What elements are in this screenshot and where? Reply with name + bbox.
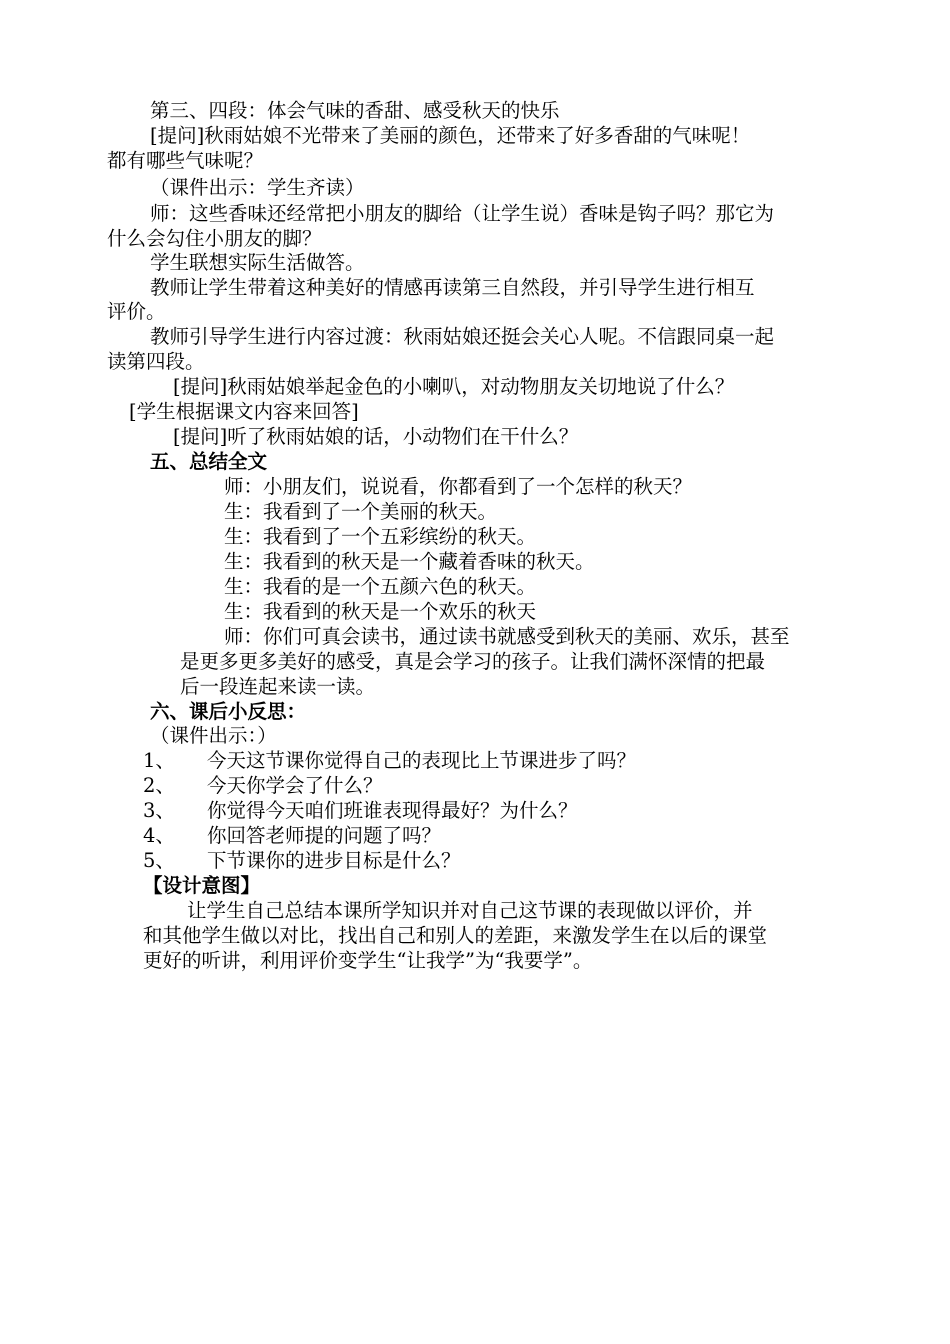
courseware-note-1: （课件出示：学生齐读） [150, 176, 365, 199]
reflection-item [143, 774, 383, 798]
reflection-number: 3、 [143, 799, 175, 822]
reflection-text: 今天你学会了什么？ [207, 774, 383, 797]
student-reply: [学生根据课文内容来回答] [129, 400, 359, 423]
section5-title: 五、总结全文 [150, 450, 268, 473]
dialog-line: 生：我看到了一个五彩缤纷的秋天。 [224, 525, 537, 548]
teacher-2-line-1: 教师让学生带着这种美好的情感再读第三自然段，并引导学生进行相互 [150, 276, 755, 299]
reflection-number: 5、 [143, 849, 175, 872]
reflection-item [143, 824, 441, 848]
teacher-final-line-3: 后一段连起来读一读。 [180, 675, 376, 698]
student-answer: 学生联想实际生活做答。 [150, 251, 365, 274]
section3-title: 第三、四段：体会气味的香甜、感受秋天的快乐 [150, 99, 560, 122]
design-intent-line-3: 更好的听讲，利用评价变学生“让我学”为“我要学”。 [143, 949, 593, 972]
reflection-number: 4、 [143, 824, 175, 847]
teacher-final-line-1: 师：你们可真会读书，通过读书就感受到秋天的美丽、欢乐，甚至 [224, 625, 790, 648]
dialog-line: 师：小朋友们，说说看，你都看到了一个怎样的秋天？ [224, 475, 693, 498]
teacher-3-line-2: 读第四段。 [107, 350, 205, 373]
reflection-number: 2、 [143, 774, 175, 797]
reflection-text: 你觉得今天咱们班谁表现得最好？为什么？ [207, 799, 578, 822]
question-1-line-2: 都有哪些气味呢？ [107, 149, 264, 172]
question-3: [提问]听了秋雨姑娘的话，小动物们在干什么？ [173, 425, 579, 448]
courseware-note-2: （课件出示：） [150, 724, 277, 747]
teacher-final-line-2: 是更多更多美好的感受，真是会学习的孩子。让我们满怀深情的把最 [180, 650, 766, 673]
reflection-number: 1、 [143, 749, 175, 772]
teacher-2-line-2: 评价。 [107, 300, 166, 323]
teacher-3-line-1: 教师引导学生进行内容过渡：秋雨姑娘还挺会关心人呢。不信跟同桌一起 [150, 325, 775, 348]
teacher-1-line-1: 师：这些香味还经常把小朋友的脚给（让学生说）香味是钩子吗？那它为 [150, 202, 775, 225]
teacher-1-line-2: 什么会勾住小朋友的脚？ [107, 227, 322, 250]
reflection-item [143, 849, 461, 873]
section6-title: 六、课后小反思： [150, 700, 307, 723]
design-intent-title: 【设计意图】 [143, 874, 261, 897]
dialog-line: 生：我看到了一个美丽的秋天。 [224, 500, 498, 523]
reflection-item [143, 799, 578, 823]
design-intent-line-2: 和其他学生做以对比，找出自己和别人的差距，来激发学生在以后的课堂 [143, 924, 768, 947]
reflection-text: 下节课你的进步目标是什么？ [207, 849, 461, 872]
dialog-line: 生：我看到的秋天是一个欢乐的秋天 [224, 600, 537, 623]
dialog-line: 生：我看的是一个五颜六色的秋天。 [224, 575, 537, 598]
reflection-item [143, 749, 636, 773]
reflection-text: 你回答老师提的问题了吗？ [207, 824, 442, 847]
reflection-text: 今天这节课你觉得自己的表现比上节课进步了吗？ [207, 749, 637, 772]
question-1-line-1: [提问]秋雨姑娘不光带来了美丽的颜色，还带来了好多香甜的气味呢！ [150, 124, 751, 147]
dialog-line: 生：我看到的秋天是一个藏着香味的秋天。 [224, 550, 595, 573]
question-2: [提问]秋雨姑娘举起金色的小喇叭，对动物朋友关切地说了什么？ [173, 375, 735, 398]
design-intent-line-1: 让学生自己总结本课所学知识并对自己这节课的表现做以评价，并 [187, 899, 753, 922]
